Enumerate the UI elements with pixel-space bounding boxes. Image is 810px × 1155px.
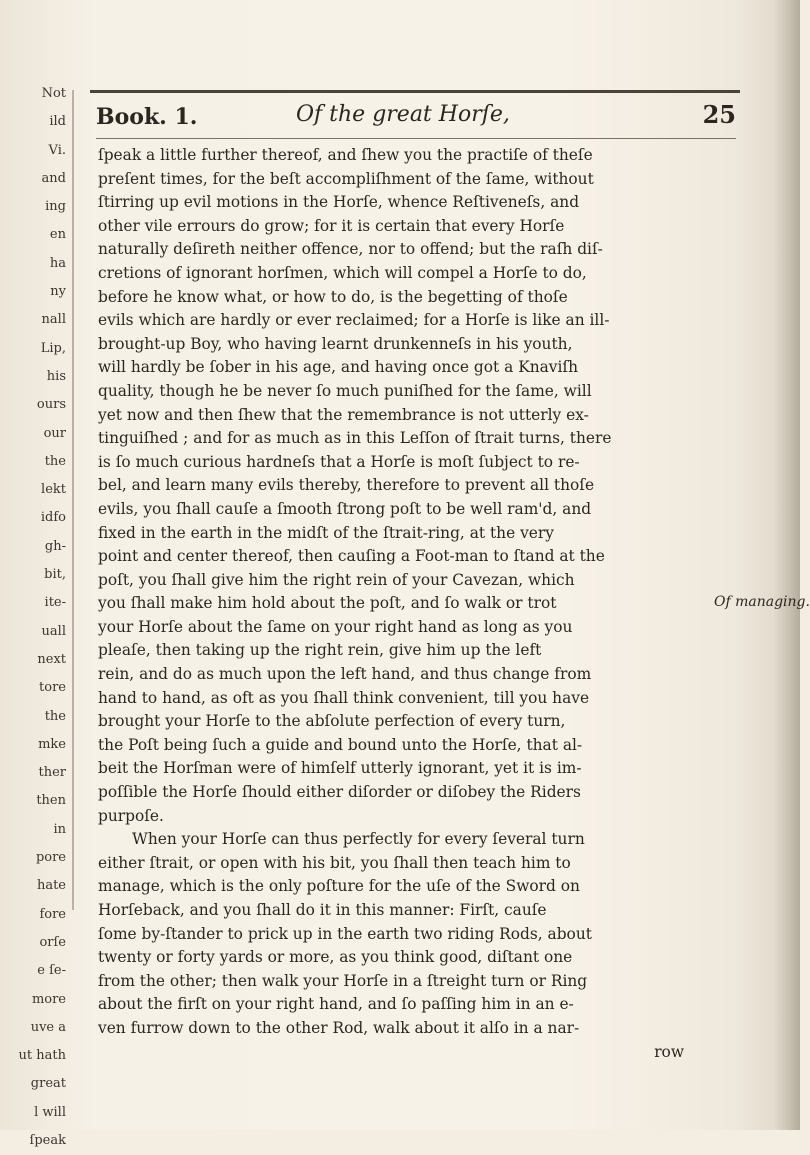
top-rule	[90, 90, 740, 93]
page-number: 25	[702, 100, 736, 129]
text-line: bel, and learn many evils thereby, therefore to prevent all thoſe	[98, 476, 595, 495]
facing-page-fragments	[0, 80, 70, 1148]
text-line: rein, and do as much upon the left hand, and thus change from	[98, 665, 592, 684]
text-line: poſt, you ſhall give him the right rein of your Cavezan, which	[98, 570, 575, 589]
text-line: the Poſt being ſuch a guide and bound unto the Horſe, that al-	[98, 735, 583, 754]
fragment-line: nall	[41, 312, 66, 328]
text-line: beit the Horſman were of himſelf utterly ignorant, yet it is im-	[98, 759, 582, 778]
fragment-line: next	[37, 651, 66, 667]
text-line: either ſtrait, or open with his bit, you ſhall then teach him to	[98, 853, 571, 872]
fragment-line: the	[44, 708, 66, 724]
text-line: pleaſe, then taking up the right rein, give him up the left	[98, 641, 542, 660]
text-line: brought your Horſe to the abſolute perfection of every turn,	[98, 712, 566, 731]
page-edge	[772, 0, 800, 1130]
fragment-line: pore	[35, 850, 66, 866]
fragment-line: l will	[34, 1104, 66, 1120]
book-label: Book. 1.	[96, 104, 198, 130]
fragment-line: idfo	[40, 510, 66, 526]
text-line: poſſible the Horſe ſhould either diſorder or diſobey the Riders	[98, 783, 581, 802]
text-line: preſent times, for the beſt accompliſhment of the ſame, without	[98, 169, 594, 188]
fragment-line: our	[43, 425, 66, 441]
fragment-line: gh-	[44, 538, 66, 554]
fragment-line: Not	[41, 86, 66, 101]
fragment-line: en	[49, 227, 66, 243]
fragment-line: in	[53, 821, 66, 837]
fragment-line: great	[30, 1076, 66, 1092]
fragment-line: ther	[38, 765, 66, 781]
fragment-line: mke	[38, 736, 66, 752]
fragment-line: ours	[36, 397, 66, 413]
text-line: will hardly be ſober in his age, and having once got a Knaviſh	[98, 358, 579, 377]
text-line: ſome by-ſtander to prick up in the earth two riding Rods, about	[98, 924, 592, 943]
text-line: yet now and then ſhew that the remembrance is not utterly ex-	[98, 405, 589, 424]
fragment-line: e ſe-	[37, 963, 66, 979]
margin-note: Of managing.	[714, 594, 810, 610]
fragment-line: uall	[41, 623, 66, 639]
text-line: your Horſe about the ſame on your right hand as long as you	[98, 617, 573, 636]
fragment-line: lekt	[41, 482, 66, 498]
text-line: ven furrow down to the other Rod, walk about it alſo in a nar-	[98, 1018, 580, 1037]
fragment-line: ha	[49, 255, 66, 271]
fragment-line: orſe	[39, 934, 66, 950]
text-line: cretions of ignorant horſmen, which will compel a Horſe to do,	[98, 263, 587, 282]
text-line: hand to hand, as oft as you ſhall think convenient, till you have	[98, 688, 590, 707]
text-line: brought-up Boy, who having learnt drunkenneſs in his youth,	[98, 334, 573, 353]
fragment-line: fore	[39, 906, 66, 922]
text-line: evils, you ſhall cauſe a ſmooth ſtrong poſt to be well ram'd, and	[98, 499, 592, 518]
fragment-line: his	[46, 368, 66, 384]
fragment-line: ſpeak	[29, 1132, 66, 1148]
fragment-line: and	[41, 170, 66, 186]
text-line: twenty or forty yards or more, as you think good, diſtant one	[98, 948, 573, 967]
fragment-line: the	[44, 453, 66, 469]
text-line: When your Horſe can thus perfectly for every ſeveral turn	[132, 830, 585, 849]
fragment-line: Lip,	[40, 340, 66, 356]
text-line: is ſo much curious hardneſs that a Horſe is moſt ſubject to re-	[98, 452, 580, 471]
text-line: other vile errours do grow; for it is certain that every Horſe	[98, 216, 565, 235]
text-line: naturally deſireth neither offence, nor to offend; but the raſh diſ-	[98, 240, 603, 259]
text-line: tinguiſhed ; and for as much as in this Leſſon of ſtrait turns, there	[98, 429, 612, 448]
fragment-line: hate	[36, 878, 66, 894]
fragment-line: uve a	[30, 1019, 66, 1035]
fragment-line: tore	[39, 680, 66, 696]
text-line: row	[654, 1042, 684, 1061]
fragment-line: then	[36, 793, 66, 809]
text-line: evils which are hardly or ever reclaimed; for a Horſe is like an ill-	[98, 311, 610, 330]
page-header	[96, 100, 736, 136]
text-line: before he know what, or how to do, is the begetting of thoſe	[98, 287, 568, 306]
body-text	[98, 144, 744, 1064]
gutter-shadow	[72, 90, 74, 910]
text-line: ſpeak a little further thereof, and ſhew you the practiſe of theſe	[98, 146, 593, 164]
fragment-line: ut hath	[18, 1048, 66, 1064]
fragment-line: ite-	[44, 595, 66, 611]
running-title: Of the great Horſe,	[296, 102, 510, 127]
text-line: point and center thereof, then cauſing a Foot-man to ſtand at the	[98, 547, 605, 566]
fragment-line: ild	[49, 114, 66, 130]
fragment-line: ing	[45, 199, 66, 215]
header-rule	[96, 138, 736, 139]
text-line: Horſeback, and you ſhall do it in this manner: Firſt, cauſe	[98, 901, 547, 919]
text-line: you ſhall make him hold about the poſt, and ſo walk or trot	[98, 594, 557, 613]
text-line: manage, which is the only poſture for the uſe of the Sword on	[98, 877, 580, 896]
text-line: from the other; then walk your Horſe in a ſtreight turn or Ring	[98, 971, 588, 990]
fragment-line: ny	[50, 284, 66, 300]
fragment-line: bit,	[44, 567, 66, 583]
text-line: fixed in the earth in the midſt of the ſtrait-ring, at the very	[98, 523, 554, 542]
text-line: purpoſe.	[98, 806, 164, 825]
text-line: quality, though he be never ſo much puniſhed for the ſame, will	[98, 381, 592, 400]
text-line: about the firſt on your right hand, and ſo paſſing him in an e-	[98, 995, 574, 1014]
text-line: ſtirring up evil motions in the Horſe, whence Reſtiveneſs, and	[98, 193, 580, 212]
fragment-line: Vi.	[48, 142, 66, 158]
fragment-line: more	[31, 991, 66, 1007]
